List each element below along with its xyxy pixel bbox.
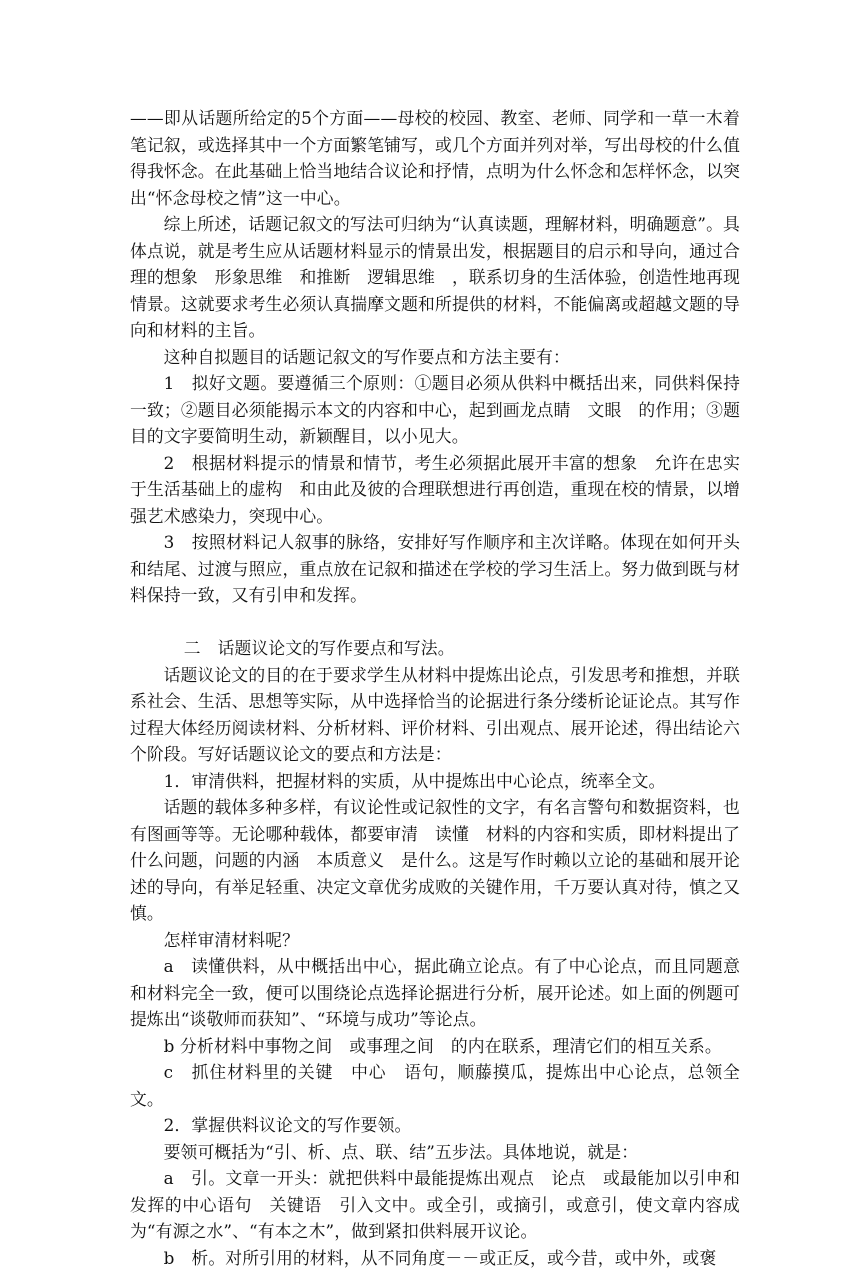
section-heading-2: 二 话题议论文的写作要点和写法。 — [130, 635, 740, 662]
paragraph-step-b-xi: b 析。对所引用的材料，从不同角度－－或正反，或今昔，或中外，或褒 — [130, 1245, 740, 1271]
blank-line — [130, 609, 740, 636]
paragraph-method-intro: 这种自拟题目的话题记叙文的写作要点和方法主要有： — [130, 344, 740, 371]
paragraph-item-b: b 分析材料中事物之间 或事理之间 的内在联系，理清它们的相互关系。 — [130, 1033, 740, 1060]
paragraph-question: 怎样审清材料呢？ — [130, 927, 740, 954]
paragraph-five-steps: 要领可概括为“引、析、点、联、结”五步法。具体地说，就是： — [130, 1139, 740, 1166]
paragraph-point-2: 2 根据材料提示的情景和情节，考生必须据此展开丰富的想象 允许在忠实于生活基础上的虚构 和由此及彼的合理联想进行再创造，重现在校的情景，以增强艺术感染力，突现中心。 — [130, 450, 740, 530]
paragraph-step-a-yin: a 引。文章一开头：就把供料中最能提炼出观点 论点 或最能加以引申和发挥的中心语句 关键语 引入文中。或全引，或摘引，或意引，使文章内容成为“有源之水”、“有本之木”，做到紧扣供料展开议论。 — [130, 1165, 740, 1245]
paragraph-point-1: 1 拟好文题。要遵循三个原则：①题目必须从供料中概括出来，同供料保持一致；②题目必须能揭示本文的内容和中心，起到画龙点睛 文眼 的作用；③题目的文字要简明生动，新颖醒目，以小见大。 — [130, 370, 740, 450]
paragraph-summary: 综上所述，话题记叙文的写法可归纳为“认真读题，理解材料，明确题意”。具体点说，就是考生应从话题材料显示的情景出发，根据题目的启示和导向，通过合理的想象 形象思维 和推断 逻辑思维 ，联系切身的生活体验，创造性地再现情景。这就要求考生必须认真揣摩文题和所提供的材料，不能偏离或超越文题的导向和材料的主旨。 — [130, 211, 740, 344]
document-body — [130, 105, 740, 1271]
paragraph-carrier: 话题的载体多种多样，有议论性或记叙性的文字，有名言警句和数据资料，也有图画等等。无论哪种载体，都要审清 读懂 材料的内容和实质，即材料提出了什么问题，问题的内涵 本质意义 是什么。这是写作时赖以立论的基础和展开论述的导向，有举足轻重、决定文章优劣成败的关键作用，千万要认真对待，慎之又慎。 — [130, 794, 740, 927]
paragraph-step-1: 1．审清供料，把握材料的实质，从中提炼出中心论点，统率全文。 — [130, 768, 740, 795]
paragraph-item-c: c 抓住材料里的关键 中心 语句，顺藤摸瓜，提炼出中心论点，总领全文。 — [130, 1059, 740, 1112]
paragraph-intro-continuation: ——即从话题所给定的5个方面——母校的校园、教室、老师、同学和一草一木着笔记叙，或选择其中一个方面繁笔铺写，或几个方面并列对举，写出母校的什么值得我怀念。在此基础上恰当地结合议论和抒情，点明为什么怀念和怎样怀念，以突出“怀念母校之情”这一中心。 — [130, 105, 740, 211]
paragraph-argument-intro: 话题议论文的目的在于要求学生从材料中提炼出论点，引发思考和推想，并联系社会、生活、思想等实际，从中选择恰当的论据进行条分缕析论证论点。其写作过程大体经历阅读材料、分析材料、评价材料、引出观点、展开论述，得出结论六个阶段。写好话题议论文的要点和方法是： — [130, 662, 740, 768]
paragraph-item-a: a 读懂供料，从中概括出中心，据此确立论点。有了中心论点，而且同题意和材料完全一致，便可以围绕论点选择论据进行分析，展开论述。如上面的例题可提炼出“谈敬师而获知”、“环境与成功”等论点。 — [130, 953, 740, 1033]
paragraph-point-3: 3 按照材料记人叙事的脉络，安排好写作顺序和主次详略。体现在如何开头和结尾、过渡与照应，重点放在记叙和描述在学校的学习生活上。努力做到既与材料保持一致，又有引申和发挥。 — [130, 529, 740, 609]
paragraph-step-2: 2．掌握供料议论文的写作要领。 — [130, 1112, 740, 1139]
